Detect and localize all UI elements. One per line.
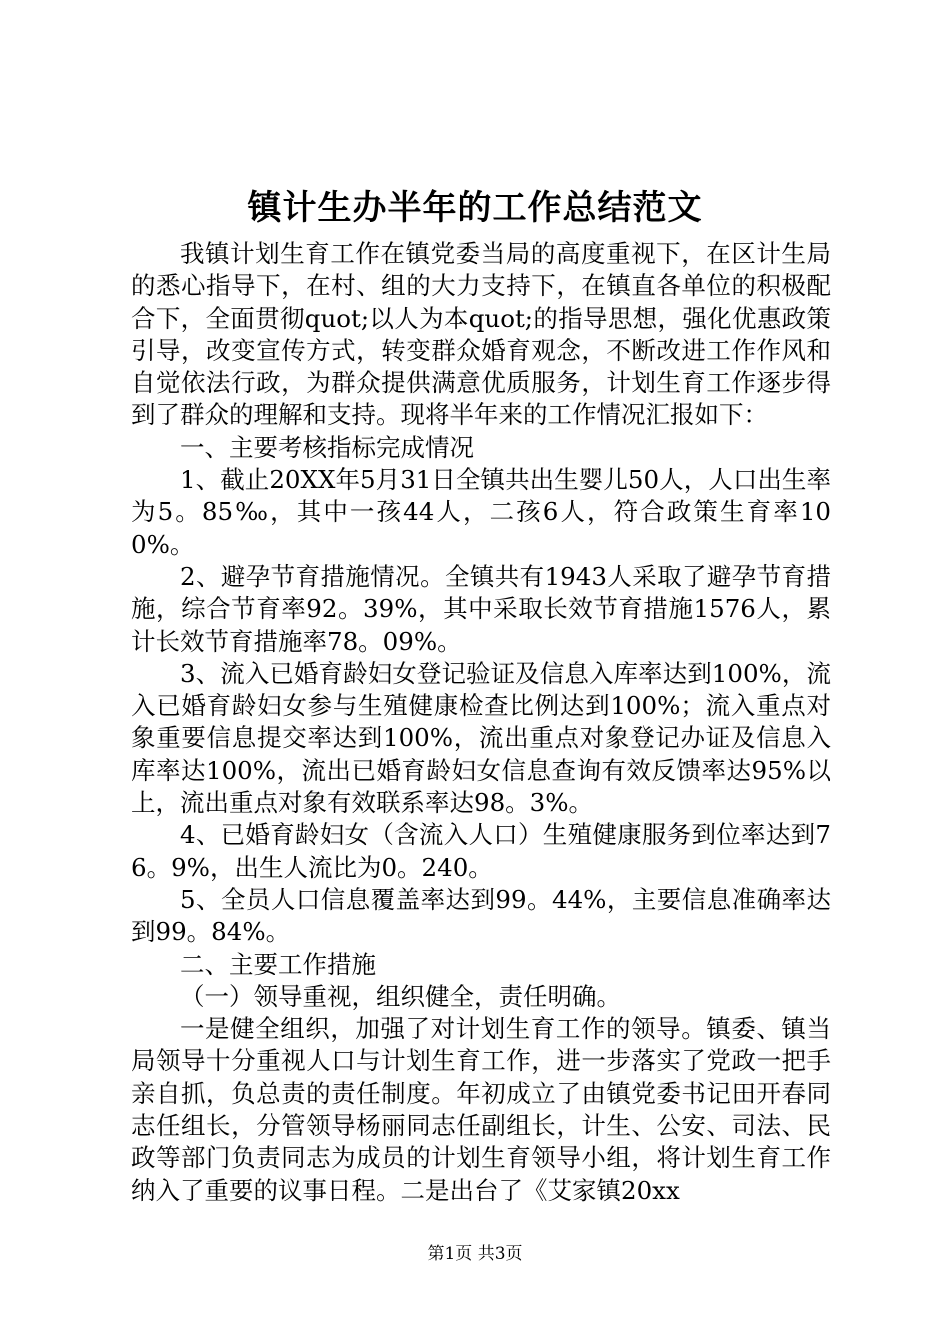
paragraph-intro: 我镇计划生育工作在镇党委当局的高度重视下，在区计生局的悉心指导下，在村、组的大力支持下，在镇直各单位的积极配合下，全面贯彻quot;以人为本quot;的指导思想，强化优惠政策引导，改变宣传方式，转变群众婚育观念，不断改进工作作风和自觉依法行政，为群众提供满意优质服务，计划生育工作逐步得到了群众的理解和支持。现将半年来的工作情况汇报如下： (131, 239, 831, 430)
paragraph-item-3: 3、流入已婚育龄妇女登记验证及信息入库率达到100%，流入已婚育龄妇女参与生殖健康检查比例达到100%；流入重点对象重要信息提交率达到100%，流出重点对象登记办证及信息入库率达100%，流出已婚育龄妇女信息查询有效反馈率达95%以上，流出重点对象有效联系率达98。3%。 (131, 658, 831, 818)
document-body (131, 238, 831, 1207)
section-heading-2: 二、主要工作措施 (180, 949, 376, 979)
document-title: 镇计生办半年的工作总结范文 (247, 188, 703, 228)
paragraph-item-4: 4、已婚育龄妇女（含流入人口）生殖健康服务到位率达到76。9%，出生人流比为0。240。 (131, 820, 831, 882)
page-footer: 第1页 共3页 (427, 1244, 523, 1264)
section-heading-1: 一、主要考核指标完成情况 (180, 432, 474, 462)
paragraph-measures: 一是健全组织，加强了对计划生育工作的领导。镇委、镇当局领导十分重视人口与计划生育工作，进一步落实了党政一把手亲自抓，负总责的责任制度。年初成立了由镇党委书记田开春同志任组长，分管领导杨丽同志任副组长，计生、公安、司法、民政等部门负责同志为成员的计划生育领导小组，将计划生育工作纳入了重要的议事日程。二是出台了《艾家镇20xx (131, 1014, 831, 1205)
paragraph-item-1: 1、截止20XX年5月31日全镇共出生婴儿50人，人口出生率为5。85‰，其中一孩44人，二孩6人，符合政策生育率100%。 (131, 465, 831, 559)
paragraph-item-2: 2、避孕节育措施情况。全镇共有1943人采取了避孕节育措施，综合节育率92。39%，其中采取长效节育措施1576人，累计长效节育措施率78。09%。 (131, 561, 831, 656)
subsection-heading-1: （一）领导重视，组织健全，责任明确。 (180, 981, 621, 1011)
paragraph-item-5: 5、全员人口信息覆盖率达到99。44%，主要信息准确率达到99。84%。 (131, 884, 831, 947)
